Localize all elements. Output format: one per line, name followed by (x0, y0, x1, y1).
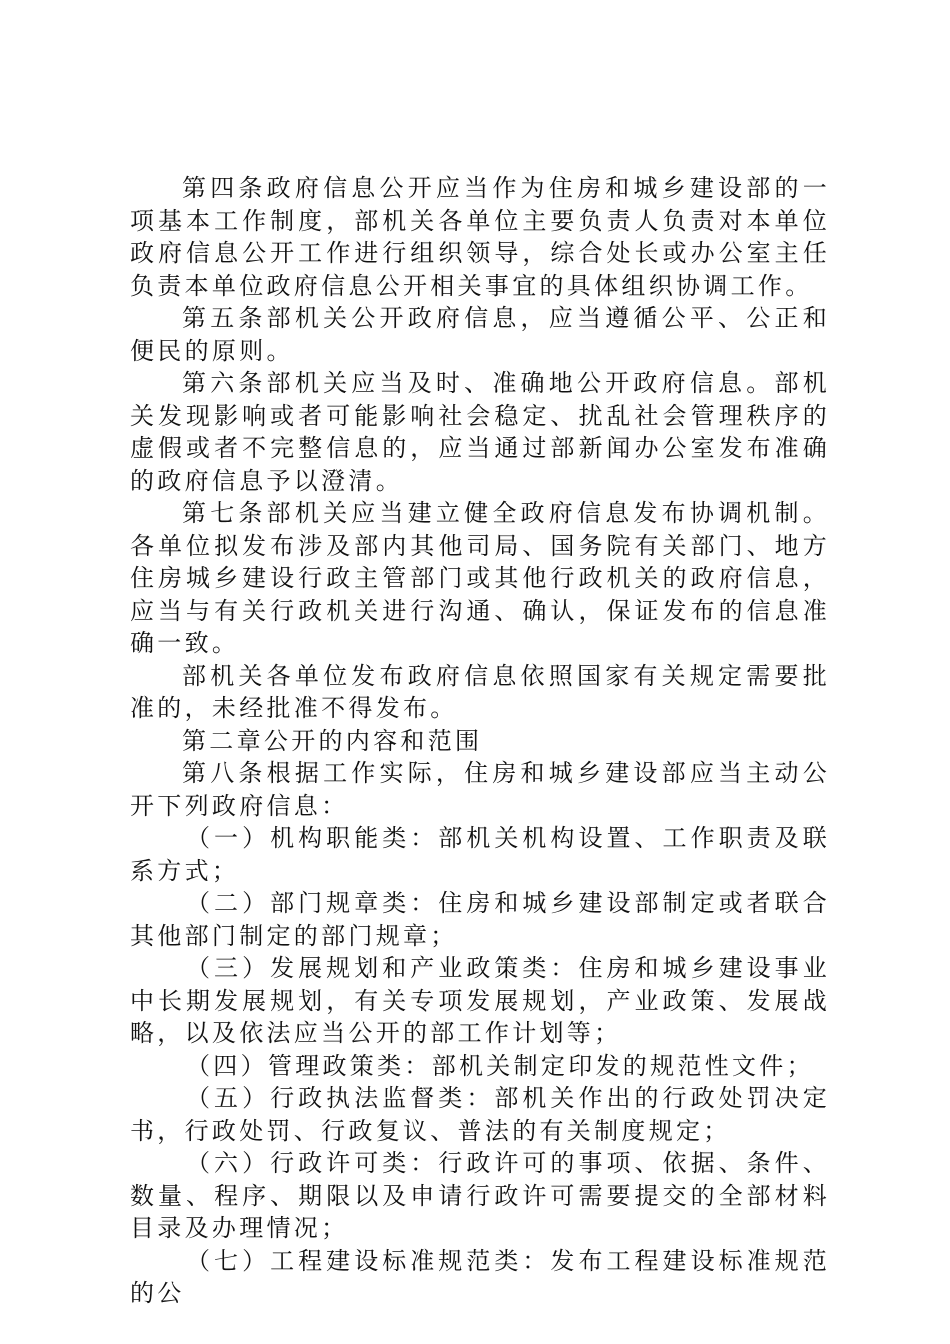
list-item-5: （五）行政执法监督类：部机关作出的行政处罚决定书，行政处罚、行政复议、普法的有关制度规定； (130, 1084, 830, 1145)
list-item-7: （七）工程建设标准规范类：发布工程建设标准规范的公 (130, 1246, 830, 1307)
list-item-4: （四）管理政策类：部机关制定印发的规范性文件； (186, 1051, 814, 1080)
article-5-paragraph: 第五条部机关公开政府信息，应当遵循公平、公正和便民的原则。 (130, 304, 830, 365)
list-item-2: （二）部门规章类：住房和城乡建设部制定或者联合其他部门制定的部门规章； (130, 889, 830, 950)
article-4-paragraph: 第四条政府信息公开应当作为住房和城乡建设部的一项基本工作制度，部机关各单位主要负责人负责对本单位政府信息公开工作进行组织领导，综合处长或办公室主任负责本单位政府信息公开相关事宜的具体组织协调工作。 (130, 174, 830, 300)
list-item-3: （三）发展规划和产业政策类：住房和城乡建设事业中长期发展规划，有关专项发展规划，产业政策、发展战略，以及依法应当公开的部工作计划等； (130, 954, 830, 1047)
article-8-paragraph: 第八条根据工作实际，住房和城乡建设部应当主动公开下列政府信息： (130, 759, 830, 820)
list-item-6: （六）行政许可类：行政许可的事项、依据、条件、数量、程序、期限以及申请行政许可需要提交的全部材料目录及办理情况； (130, 1149, 830, 1242)
chapter-2-heading: 第二章公开的内容和范围 (182, 726, 483, 755)
article-6-paragraph: 第六条部机关应当及时、准确地公开政府信息。部机关发现影响或者可能影响社会稳定、扰乱社会管理秩序的虚假或者不完整信息的，应当通过部新闻办公室发布准确的政府信息予以澄清。 (130, 369, 830, 495)
document-body (130, 172, 830, 1310)
approval-paragraph: 部机关各单位发布政府信息依照国家有关规定需要批准的，未经批准不得发布。 (130, 661, 830, 722)
list-item-1: （一）机构职能类：部机关机构设置、工作职责及联系方式； (130, 824, 830, 885)
article-7-paragraph: 第七条部机关应当建立健全政府信息发布协调机制。各单位拟发布涉及部内其他司局、国务院有关部门、地方住房城乡建设行政主管部门或其他行政机关的政府信息，应当与有关行政机关进行沟通、确认，保证发布的信息准确一致。 (130, 499, 830, 657)
